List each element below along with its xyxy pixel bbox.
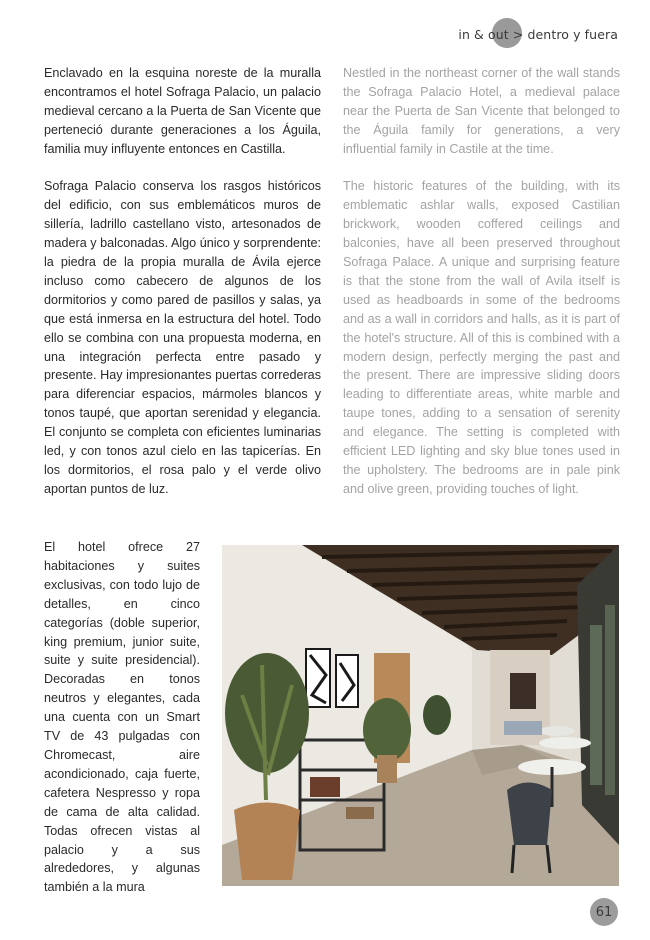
en-paragraph: Nestled in the northeast corner of the wall stands the Sofraga Palacio Hotel, a medieval palace near the Puerta de San Vicente that belonged to the Águila family for generations, a very influential family in Castile at the time. xyxy=(343,66,620,156)
en-paragraph: The historic features of the building, with its emblematic ashlar walls, exposed Castilian brickwork, wooden coffered ceilings and balconies, have all been preserved throughout Sofraga Palace. A unique and surprising feature is that the stone from the wall of Avila itself is used as headboards in some of the bedrooms and as a wall in corridors and halls, as it is part of the hotel's structure. All of this is combined with a modern design, perfectly merging the past and the present. There are impressive sliding doors leading to differentiate areas, white marble and taupe tones, adding to a sensation of serenity and elegance. The setting is completed with efficient LED lighting and sky blue tones used in the upholstery. The bedrooms are in pale pink and olive green, providing touches of light. xyxy=(343,179,620,496)
section-header xyxy=(458,20,618,48)
page-number: 61 xyxy=(590,898,618,926)
hotel-corridor-photo xyxy=(222,545,619,886)
es-paragraph: El hotel ofrece 27 habitaciones y suites exclusivas, con todo lujo de detalles, en cinco categorías (doble superior, king premium, junior suite, suite y suite presidencial). Decoradas en tonos neutros y elegantes, cada una cuenta con un Smart TV de 43 pulgadas con Chromecast, aire acondicionado, caja fuerte, cafetera Nespresso y ropa de cama de alta calidad. Todas ofrecen vistas al palacio y a sus alrededores, y algunas también a la mura xyxy=(44,540,200,895)
es-paragraph: Enclavado en la esquina noreste de la muralla encontramos el hotel Sofraga Palacio, un palacio medieval cercano a la Puerta de San Vicente que perteneció durante generaciones a los Águila, familia muy influyente entonces en Castilla. xyxy=(44,66,321,156)
spanish-column-continued xyxy=(44,538,200,897)
section-title: in & out > dentro y fuera xyxy=(458,26,618,42)
es-paragraph: Sofraga Palacio conserva los rasgos históricos del edificio, con sus emblemáticos muros de sillería, ladrillo castellano visto, artesonados de madera y balconadas. Algo único y sorprendente: la piedra de la propia muralla de Ávila ejerce incluso como cabecero de algunos de los dormitorios y como pared de pasillos y salas, ya que está inmersa en la estructura del hotel. Todo ello se combina con una propuesta moderna, en una integración perfecta entre pasado y presente. Hay impresionantes puertas correderas para diferenciar espacios, mármoles blancos y tonos taupé, que aportan serenidad y elegancia. El conjunto se completa con eficientes luminarias led, y con tonos azul cielo en las tapicerías. En los dormitorios, el rosa palo y el verde olivo aportan puntos de luz. xyxy=(44,179,321,496)
english-column xyxy=(343,64,620,499)
spanish-column xyxy=(44,64,321,499)
